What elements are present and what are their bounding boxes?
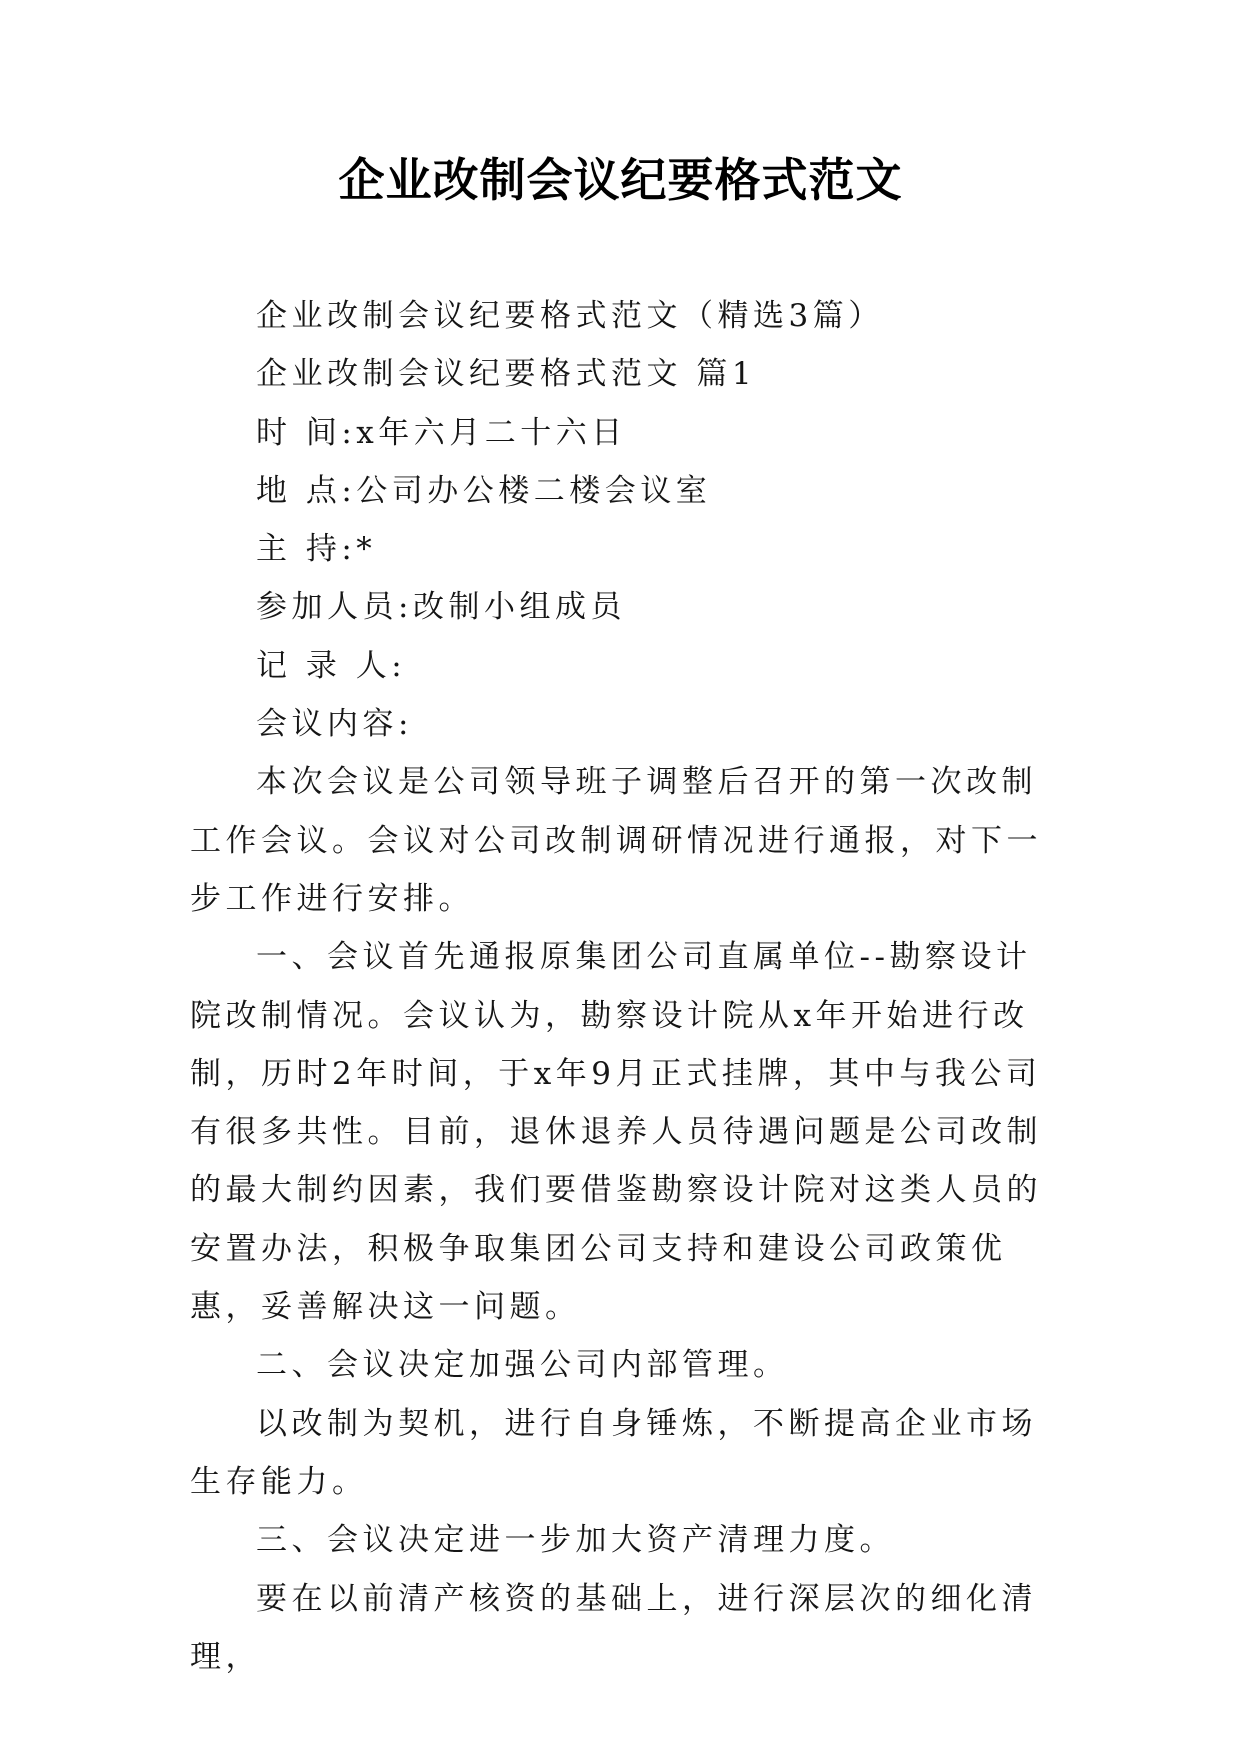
paragraph-meeting-location: 地 点:公司办公楼二楼会议室 xyxy=(256,472,712,509)
paragraph-recorder: 记 录 人: xyxy=(256,647,407,684)
paragraph-subtitle: 企业改制会议纪要格式范文（精选3篇） xyxy=(256,298,884,334)
paragraph-item-two-detail: 以改制为契机，进行自身锤炼，不断提高企业市场生存能力。 xyxy=(190,1405,1037,1500)
paragraph-item-three-detail: 要在以前清产核资的基础上，进行深层次的细化清理， xyxy=(190,1580,1037,1675)
paragraph-meeting-time: 时 间:x年六月二十六日 xyxy=(256,414,627,451)
paragraph-attendees: 参加人员:改制小组成员 xyxy=(256,589,626,626)
paragraph-section-heading: 企业改制会议纪要格式范文 篇1 xyxy=(256,356,757,393)
paragraph-item-three: 三、会议决定进一步加大资产清理力度。 xyxy=(256,1522,895,1559)
paragraph-intro: 本次会议是公司领导班子调整后召开的第一次改制工作会议。会议对公司改制调研情况进行通报，对下一步工作进行安排。 xyxy=(190,764,1042,917)
document-title: 企业改制会议纪要格式范文 xyxy=(338,153,903,207)
document-body xyxy=(190,287,1052,1686)
paragraph-content-label: 会议内容: xyxy=(256,706,413,743)
paragraph-item-two: 二、会议决定加强公司内部管理。 xyxy=(256,1347,789,1384)
paragraph-meeting-host: 主 持:* xyxy=(256,531,377,568)
paragraph-item-one: 一、会议首先通报原集团公司直属单位--勘察设计院改制情况。会议认为，勘察设计院从x年开始进行改制，历时2年时间，于x年9月正式挂牌，其中与我公司有很多共性。目前，退休退养人员待遇问题是公司改制的最大制约因素，我们要借鉴勘察设计院对这类人员的安置办法，积极争取集团公司支持和建设公司政策优惠，妥善解决这一问题。 xyxy=(190,939,1042,1326)
